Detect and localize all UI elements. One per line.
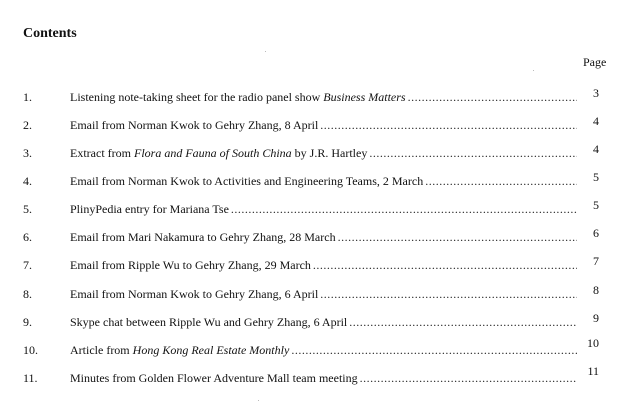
dot-leader — [291, 342, 577, 358]
toc-entry-title-text: PlinyPedia entry for Mariana Tse — [70, 202, 229, 216]
dot-leader — [231, 201, 577, 217]
toc-row — [0, 86, 622, 105]
toc-page-number: 11 — [587, 364, 599, 378]
toc-row — [0, 283, 622, 302]
toc-entry-title — [70, 89, 406, 105]
toc-entry-number: 4. — [23, 174, 32, 188]
toc-page-number: 9 — [593, 311, 599, 325]
toc-page-number: 4 — [593, 142, 599, 156]
toc-entry-title-text: Email from Norman Kwok to Activities and Engineering Teams, 2 March — [70, 174, 424, 188]
toc-entry — [70, 117, 577, 133]
toc-entry-title-italic: Hong Kong Real Estate Monthly — [132, 343, 290, 357]
dot-leader — [425, 173, 577, 189]
toc-row — [0, 170, 622, 189]
toc-row — [0, 142, 622, 161]
toc-entry-number: 9. — [23, 315, 32, 329]
toc-page-number: 5 — [593, 198, 599, 212]
page-column-label: Page — [583, 55, 607, 69]
toc-entry-number: 10. — [23, 343, 38, 357]
toc-entry-number: 1. — [23, 90, 32, 104]
toc-page-number: 3 — [593, 86, 599, 100]
toc-row — [0, 336, 622, 358]
contents-heading: Contents — [23, 26, 77, 41]
dot-leader — [408, 89, 577, 105]
toc-entry-title-text: Email from Mari Nakamura to Gehry Zhang, 28 March — [70, 230, 336, 244]
toc-page-number: 8 — [593, 283, 599, 297]
toc-entry-title — [70, 370, 358, 386]
toc-entry-number: 5. — [23, 202, 32, 216]
toc-entry-title-text: Email from Ripple Wu to Gehry Zhang, 29 March — [70, 258, 311, 272]
toc-entry — [70, 314, 577, 330]
toc-entry — [70, 286, 577, 302]
toc-entry-title — [70, 286, 318, 302]
toc-entry — [70, 370, 577, 386]
toc-entry — [70, 229, 577, 245]
toc-entry-title-italic: Flora and Fauna of South China — [133, 146, 292, 160]
toc-entry — [70, 145, 577, 161]
dot-leader — [360, 370, 577, 386]
toc-page-number: 6 — [593, 226, 599, 240]
toc-page-number: 7 — [593, 254, 599, 268]
toc-entry-title-text: Extract from — [70, 146, 134, 160]
toc-entry-title — [70, 257, 311, 273]
toc-page-number: 5 — [593, 170, 599, 184]
scan-speck — [265, 51, 266, 52]
toc-entry-title-text: Minutes from Golden Flower Adventure Mall team meeting — [70, 371, 358, 385]
toc-entry-title-italic: Business Matters — [323, 90, 406, 104]
dot-leader — [338, 229, 577, 245]
toc-entry-title-text: Email from Norman Kwok to Gehry Zhang, 8 April — [70, 118, 319, 132]
toc-row — [0, 364, 622, 386]
toc-entry-title — [70, 173, 423, 189]
toc-entry-title — [70, 229, 336, 245]
toc-row — [0, 198, 622, 217]
toc-entry-number: 2. — [23, 118, 32, 132]
dot-leader — [320, 286, 577, 302]
toc-entry — [70, 89, 577, 105]
toc-entry-title — [70, 201, 229, 217]
scan-speck — [258, 400, 259, 401]
dot-leader — [369, 145, 577, 161]
toc-entry-title-text: Skype chat between Ripple Wu and Gehry Zhang, 6 April — [70, 315, 348, 329]
toc-entry-number: 3. — [23, 146, 32, 160]
toc-entry-number: 7. — [23, 258, 32, 272]
toc-entry-title — [70, 342, 289, 358]
toc-entry-title-text: Email from Norman Kwok to Gehry Zhang, 6 April — [70, 287, 319, 301]
toc-page-number: 10 — [587, 336, 599, 350]
toc-entry-number: 11. — [23, 371, 38, 385]
toc-entry-title-suffix: by J.R. Hartley — [291, 146, 368, 160]
dot-leader — [349, 314, 577, 330]
toc-entry-title — [70, 314, 347, 330]
toc-row — [0, 114, 622, 133]
toc-entry-title-text: Listening note-taking sheet for the radio panel show — [70, 90, 324, 104]
toc-entry-number: 8. — [23, 287, 32, 301]
toc-entry — [70, 201, 577, 217]
toc-entry — [70, 173, 577, 189]
dot-leader — [313, 257, 577, 273]
scan-speck — [533, 70, 534, 71]
dot-leader — [320, 117, 577, 133]
toc-entry — [70, 342, 577, 358]
toc-entry — [70, 257, 577, 273]
toc-entry-number: 6. — [23, 230, 32, 244]
toc-entry-title — [70, 145, 367, 161]
toc-page-number: 4 — [593, 114, 599, 128]
toc-entry-title — [70, 117, 318, 133]
toc-entry-title-text: Article from — [70, 343, 133, 357]
toc-row — [0, 311, 622, 330]
toc-row — [0, 226, 622, 245]
toc-row — [0, 254, 622, 273]
